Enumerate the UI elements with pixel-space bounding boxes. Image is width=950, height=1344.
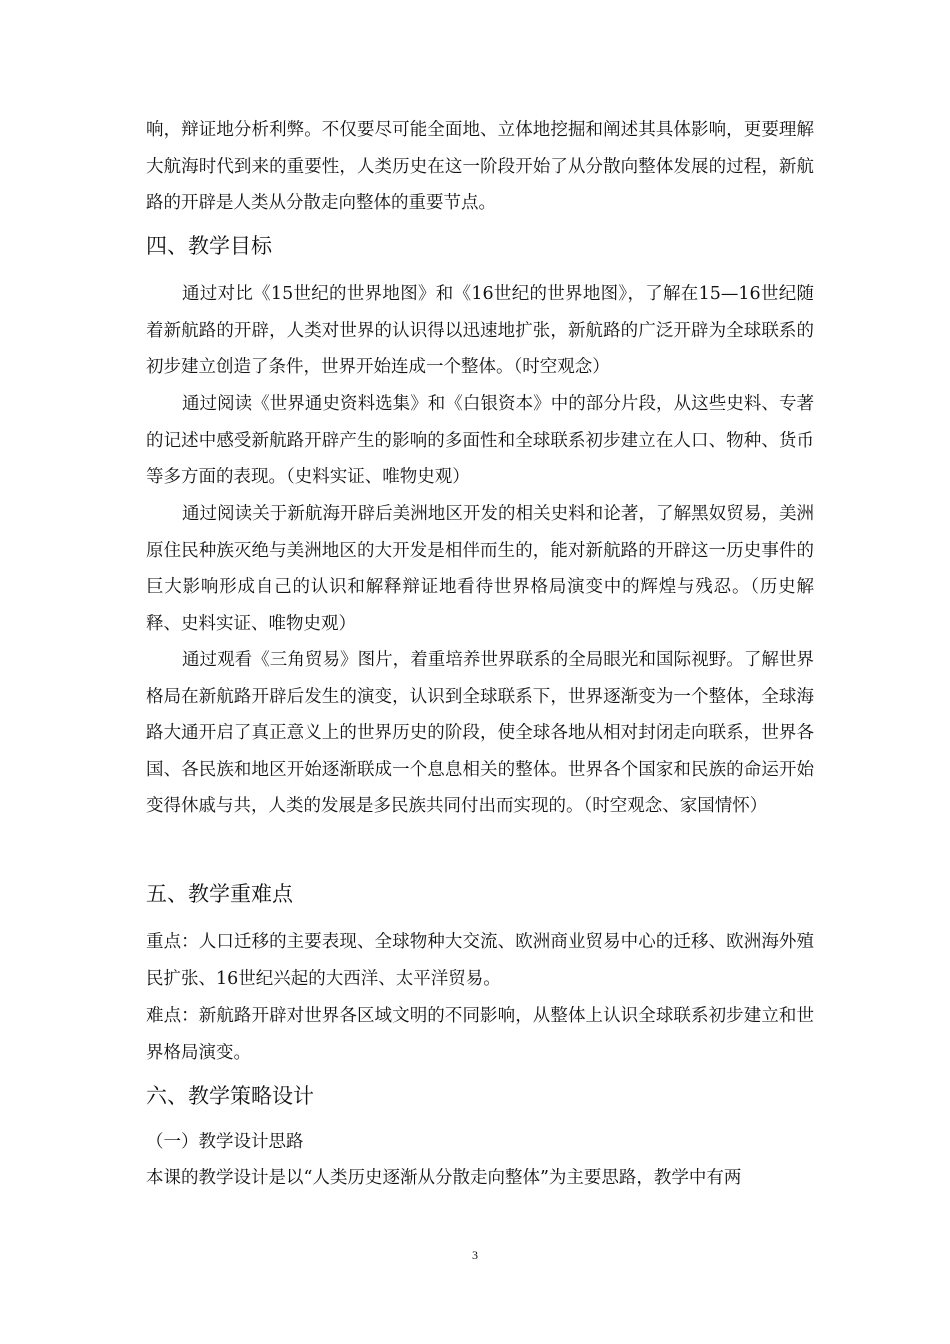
design-paragraph: 本课的教学设计是以“人类历史逐渐从分散走向整体”为主要思路，教学中有两 [146,1168,742,1188]
section-5-heading: 五、教学重难点 [146,882,293,906]
difficult-points-paragraph: 难点：新航路开辟对世界各区域文明的不同影响，从整体上认识全球联系初步建立和世界格局演变。 [146,1006,814,1063]
subsection-heading: （一）教学设计思路 [146,1132,304,1152]
section-6-heading: 六、教学策略设计 [146,1084,314,1108]
objective-paragraph-2: 通过阅读《世界通史资料选集》和《白银资本》中的部分片段，从这些史料、专著的记述中感受新航路开辟产生的影响的多面性和全球联系初步建立在人口、物种、货币等多方面的表现。（史料实证、唯物史观） [146,394,814,487]
section-4-heading: 四、教学目标 [146,234,272,258]
objective-paragraph-1: 通过对比《15世纪的世界地图》和《16世纪的世界地图》，了解在15—16世纪随着新航路的开辟，人类对世界的认识得以迅速地扩张，新航路的广泛开辟为全球联系的初步建立创造了条件，世界开始连成一个整体。（时空观念） [146,284,814,377]
key-points-paragraph: 重点：人口迁移的主要表现、全球物种大交流、欧洲商业贸易中心的迁移、欧洲海外殖民扩张、16世纪兴起的大西洋、太平洋贸易。 [146,932,814,989]
intro-paragraph-tail: 响，辩证地分析利弊。不仅要尽可能全面地、立体地挖掘和阐述其具体影响，更要理解大航海时代到来的重要性，人类历史在这一阶段开始了从分散向整体发展的过程，新航路的开辟是人类从分散走向整体的重要节点。 [146,120,814,213]
objective-paragraph-4: 通过观看《三角贸易》图片，着重培养世界联系的全局眼光和国际视野。了解世界格局在新航路开辟后发生的演变，认识到全球联系下，世界逐渐变为一个整体，全球海路大通开启了真正意义上的世界历史的阶段，使全球各地从相对封闭走向联系，世界各国、各民族和地区开始逐渐联成一个息息相关的整体。世界各个国家和民族的命运开始变得休戚与共，人类的发展是多民族共同付出而实现的。（时空观念、家国情怀） [146,650,814,816]
page-number: 3 [472,1248,478,1262]
objective-paragraph-3: 通过阅读关于新航海开辟后美洲地区开发的相关史料和论著，了解黑奴贸易，美洲原住民种族灭绝与美洲地区的大开发是相伴而生的，能对新航路的开辟这一历史事件的巨大影响形成自己的认识和解释辩证地看待世界格局演变中的辉煌与残忍。（历史解释、史料实证、唯物史观） [146,504,814,634]
